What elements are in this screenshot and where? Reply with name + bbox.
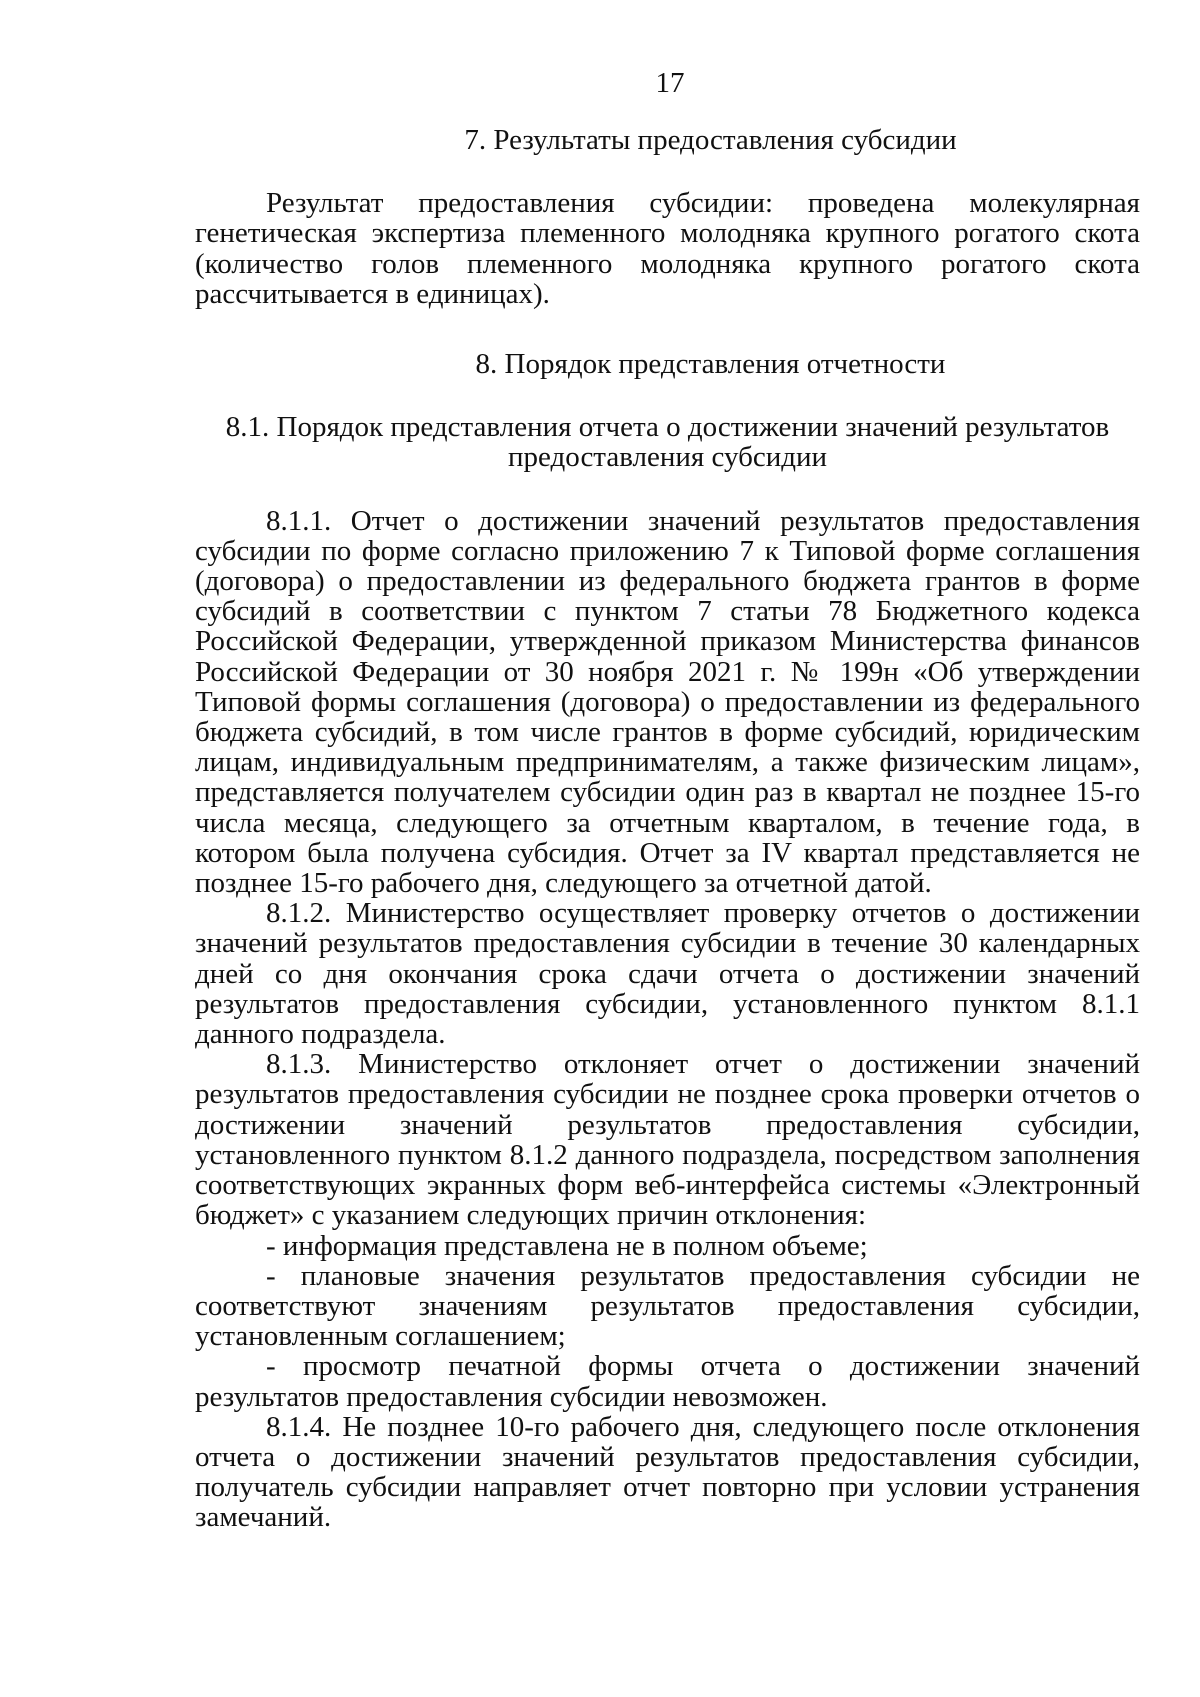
page-number: 17 xyxy=(655,67,685,99)
paragraph-8-1-1: 8.1.1. Отчет о достижении значений результатов предоставления субсидии по форме согласно приложению 7 к Типовой форме соглашения (договора) о предоставлении из федерального бюджета грантов в форме субсидий в соответствии с пунктом 7 статьи 78 Бюджетного кодекса Российской Федерации, утвержденной приказом Министерства финансов Российской Федерации от 30 ноября 2021 г. № 199н «Об утверждении Типовой формы соглашения (договора) о предоставлении из федерального бюджета субсидий, в том числе грантов в форме субсидий, юридическим лицам, индивидуальным предпринимателям, а также физическим лицам», представляется получателем субсидии один раз в квартал не позднее 15-го числа месяца, следующего за отчетным кварталом, в течение года, в котором была получена субсидия. Отчет за IV квартал представляется не позднее 15-го рабочего дня, следующего за отчетной датой. xyxy=(195,504,1140,900)
paragraph-8-1-4: 8.1.4. Не позднее 10-го рабочего дня, следующего после отклонения отчета о достижении значений результатов предоставления субсидии, получатель субсидии направляет отчет повторно при условии устранения замечаний. xyxy=(195,1410,1140,1534)
document-body xyxy=(195,125,1140,1533)
section-7-heading: 7. Результаты предоставления субсидии xyxy=(464,124,957,156)
section-8-heading: 8. Порядок представления отчетности xyxy=(475,348,946,381)
subsection-8-1-heading: 8.1. Порядок представления отчета о достижении значений результатов предоставления субсидии xyxy=(225,411,1110,474)
paragraph-8-1-3: 8.1.3. Министерство отклоняет отчет о достижении значений результатов предоставления субсидии не позднее срока проверки отчетов о достижении значений результатов предоставления субсидии, установленного пунктом 8.1.2 данного подраздела, посредством заполнения соответствующих экранных форм веб-интерфейса системы «Электронный бюджет» с указанием следующих причин отклонения: xyxy=(195,1048,1140,1232)
list-item-rejection-reason-1: - информация представлена не в полном объеме; xyxy=(266,1229,868,1262)
section-7-paragraph: Результат предоставления субсидии: проведена молекулярная генетическая экспертиза племенного молодняка крупного рогатого скота (количество голов племенного молодняка крупного рогатого скота рассчитывается в единицах). xyxy=(195,187,1140,310)
paragraph-8-1-2: 8.1.2. Министерство осуществляет проверку отчетов о достижении значений результатов предоставления субсидии в течение 30 календарных дней со дня окончания срока сдачи отчета о достижении значений результатов предоставления субсидии, установленного пунктом 8.1.1 данного подраздела. xyxy=(195,897,1140,1051)
list-item-rejection-reason-3: - просмотр печатной формы отчета о достижении значений результатов предоставления субсидии невозможен. xyxy=(195,1350,1140,1413)
list-item-rejection-reason-2: - плановые значения результатов предоставления субсидии не соответствуют значениям результатов предоставления субсидии, установленным соглашением; xyxy=(195,1259,1140,1353)
